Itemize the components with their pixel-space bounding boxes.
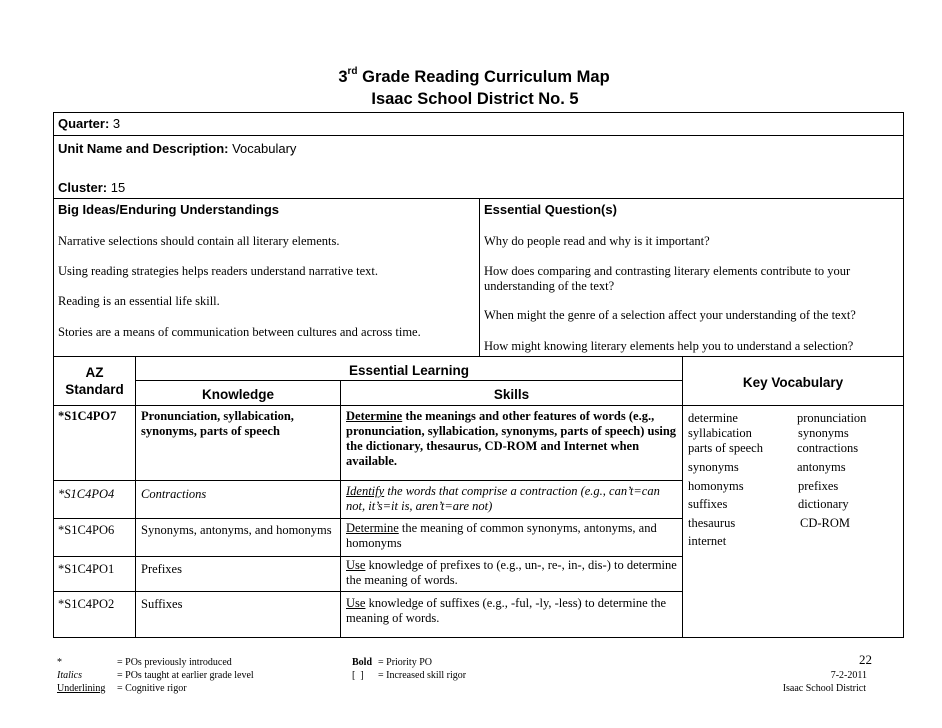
table-row-knowledge: Synonyms, antonyms, and homonyms xyxy=(141,523,332,537)
legend-text: = POs previously introduced xyxy=(117,657,232,668)
table-row-skill: Use knowledge of suffixes (e.g., -ful, -ly, -less) to determine the meaning of words. xyxy=(346,596,667,625)
vocab-term: suffixes xyxy=(688,497,728,511)
big-idea-item: Using reading strategies helps readers understand narrative text. xyxy=(58,264,379,278)
vocab-term: contractions xyxy=(797,441,859,455)
vocab-term: antonyms xyxy=(797,460,846,474)
quarter-field: Quarter: 3 xyxy=(58,116,121,131)
essential-question-item: How might knowing literary elements help you to understand a selection? xyxy=(484,339,854,353)
legend-text: = Cognitive rigor xyxy=(117,683,187,694)
vocab-term: prefixes xyxy=(798,479,839,493)
big-idea-item: Reading is an essential life skill. xyxy=(58,294,220,308)
table-row-skill: Use knowledge of prefixes to (e.g., un-, re-, in-, dis-) to determine the meaning of words. xyxy=(346,558,677,587)
table-row-skill: Identify the words that comprise a contraction (e.g., can’t=can not, it’s=it is, aren’t=are not) xyxy=(346,484,660,513)
az-standard-header: AZ Standard xyxy=(65,365,124,397)
vocab-term: pronunciation xyxy=(797,411,867,425)
essential-question-item: Why do people read and why is it important? xyxy=(484,234,710,248)
table-row-standard: *S1C4PO6 xyxy=(58,523,115,537)
table-row-standard: *S1C4PO7 xyxy=(58,409,117,423)
legend-symbol: Italics xyxy=(57,670,82,681)
legend-symbol: Underlining xyxy=(57,683,106,694)
table-row-knowledge: Contractions xyxy=(141,487,207,501)
essential-questions-heading: Essential Question(s) xyxy=(484,202,617,217)
big-ideas-heading: Big Ideas/Enduring Understandings xyxy=(58,202,280,217)
essential-learning-header: Essential Learning xyxy=(348,363,470,378)
essential-question-item: When might the genre of a selection affect your understanding of the text? xyxy=(484,308,856,322)
cluster-field: Cluster: 15 xyxy=(58,180,126,195)
big-idea-item: Stories are a means of communication between cultures and across time. xyxy=(58,325,421,339)
vocab-term: synonyms xyxy=(688,460,739,474)
table-row-standard: *S1C4PO2 xyxy=(58,597,115,611)
legend-text: = Increased skill rigor xyxy=(378,670,467,681)
table-row-standard: *S1C4PO4 xyxy=(58,487,115,501)
table-row-standard: *S1C4PO1 xyxy=(58,562,115,576)
big-idea-item: Narrative selections should contain all literary elements. xyxy=(58,234,340,248)
vocab-term: homonyms xyxy=(688,479,744,493)
legend-text: = Priority PO xyxy=(378,657,432,668)
legend-text: = POs taught at earlier grade level xyxy=(117,670,254,681)
unit-field: Unit Name and Description: Vocabulary xyxy=(58,141,297,156)
knowledge-header: Knowledge xyxy=(201,387,274,402)
vocab-term: internet xyxy=(688,534,727,548)
essential-question-item: How does comparing and contrasting literary elements contribute to your understanding of the text? xyxy=(484,264,851,293)
key-vocabulary-header: Key Vocabulary xyxy=(742,375,844,390)
table-row-knowledge: Pronunciation, syllabication, synonyms, parts of speech xyxy=(141,409,294,438)
district-title: Isaac School District No. 5 xyxy=(371,90,579,108)
vocab-term: synonyms xyxy=(798,426,849,440)
legend-symbol: [ ] xyxy=(352,670,364,681)
legend-symbol: * xyxy=(57,657,62,668)
footer-date: 7-2-2011 xyxy=(830,670,867,681)
vocab-term: syllabication xyxy=(688,426,752,440)
vocab-term: parts of speech xyxy=(688,441,763,455)
footer-district: Isaac School District xyxy=(782,683,866,694)
table-row-knowledge: Prefixes xyxy=(141,562,182,576)
skills-header: Skills xyxy=(493,387,530,402)
table-row-knowledge: Suffixes xyxy=(141,597,183,611)
vocab-term: thesaurus xyxy=(688,516,736,530)
table-row-skill: Determine the meanings and other features of words (e.g., pronunciation, syllabication, synonyms, parts of speech) using the dictionary, thesaurus, CD-ROM and Internet when available. xyxy=(346,409,677,468)
page-number: 22 xyxy=(859,652,872,667)
vocab-term: CD-ROM xyxy=(800,516,851,530)
table-row-skill: Determine the meaning of common synonyms, antonyms, and homonyms xyxy=(346,521,657,550)
vocab-term: dictionary xyxy=(798,497,849,511)
document-title: 3rd Grade Reading Curriculum Map xyxy=(338,66,610,86)
vocab-term: determine xyxy=(688,411,738,425)
legend-symbol: Bold xyxy=(352,657,373,668)
